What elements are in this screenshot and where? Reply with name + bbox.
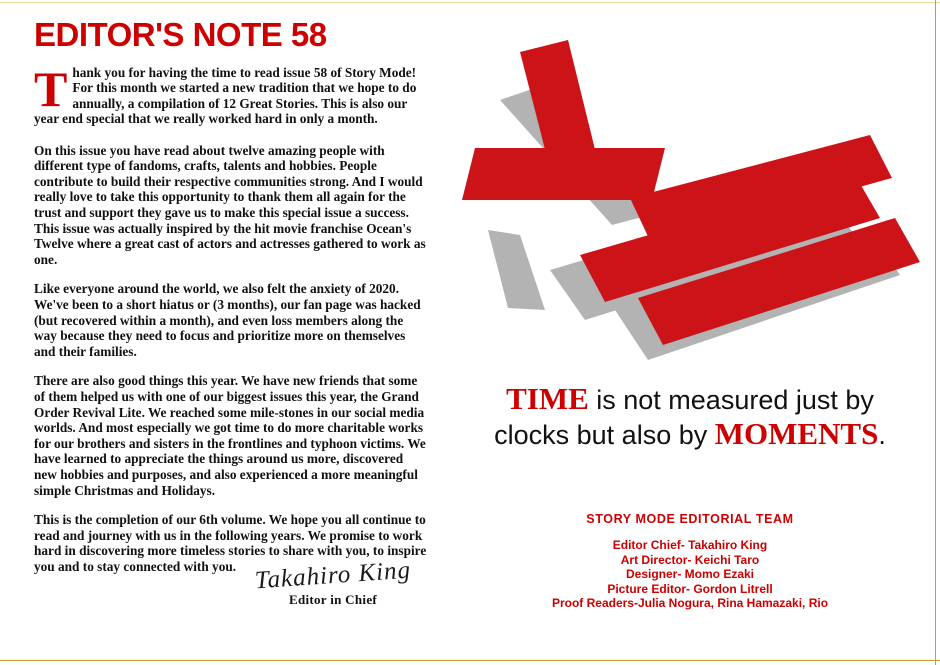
drop-cap: T (34, 60, 68, 117)
quote-period: . (878, 420, 886, 450)
signature-block (238, 556, 428, 608)
signature-title: Editor in Chief (288, 592, 378, 607)
bottom-rule (0, 660, 940, 661)
paragraph-2: On this issue you have read about twelve amazing people with different type of fandoms, crafts, talents and hobbies. People contribute to build their respective communities strong. And I would really love to take this opportunity to thank them all again for the trust and support they gave us to make this special issue a success. This issue was actually inspired by the hit movie franchise Ocean's Twelve where a great cast of actors and actresses gathered to work as one. (34, 142, 426, 267)
signature-name: Takahiro King (254, 556, 412, 595)
quote-middle: is not measured just by clocks but also by (494, 385, 874, 450)
editorial-text-column (34, 18, 429, 588)
quote-highlight-1: TIME (506, 381, 589, 416)
paragraph-5: This is the completion of our 6th volume. We hope you all continue to read and journey with us in the following years. We promise to work hard in discovering more timeless stories to share with you, to inspire you and to stay connected with you. (34, 512, 427, 574)
editorial-team-credits (470, 512, 910, 611)
paragraph-4: There are also good things this year. We have new friends that some of them helped us with one of our biggest issues this year, the Grand Order Revival Lite. We reached some mile-stones in our social media worlds. And most especially we got time to do more charitable works for our brothers and sisters in the frontlines and typhoon victims. We have learned to appreciate the things around us more, discovered new hobbies and purposes, and also experienced a more meaningful simple Christmas and Holidays. (34, 373, 426, 498)
decorative-graphic (400, 40, 940, 360)
paragraph-1-text: hank you for having the time to read issue 58 of Story Mode! For this month we started a new tradition that we hope to do annually, a compilation of 12 Great Stories. This is also our year end special that we really worked hard in only a month. (34, 64, 417, 127)
quote-highlight-2: MOMENTS (714, 416, 879, 451)
page-title: EDITOR'S NOTE 58 (34, 16, 327, 53)
paragraph-1 (34, 60, 429, 129)
credit-line: Art Director- Keichi Taro (620, 552, 760, 567)
credit-line: Designer- Momo Ezaki (625, 567, 755, 581)
top-rule (0, 2, 940, 3)
credit-line: Picture Editor- Gordon Litrell (607, 581, 773, 596)
credits-title: STORY MODE EDITORIAL TEAM (586, 512, 794, 526)
credit-line: Proof Readers-Julia Nogura, Rina Hamazaki, Rio (551, 596, 829, 610)
pull-quote (470, 382, 910, 452)
abstract-bars-icon (400, 40, 940, 360)
credit-line: Editor Chief- Takahiro King (612, 538, 768, 552)
paragraph-3: Like everyone around the world, we also felt the anxiety of 2020. We've been to a short hiatus or (3 months), our fan page was hacked (but recovered within a month), and even loss members along the way because they need to focus and prioritize more on themselves and their families. (34, 281, 421, 359)
